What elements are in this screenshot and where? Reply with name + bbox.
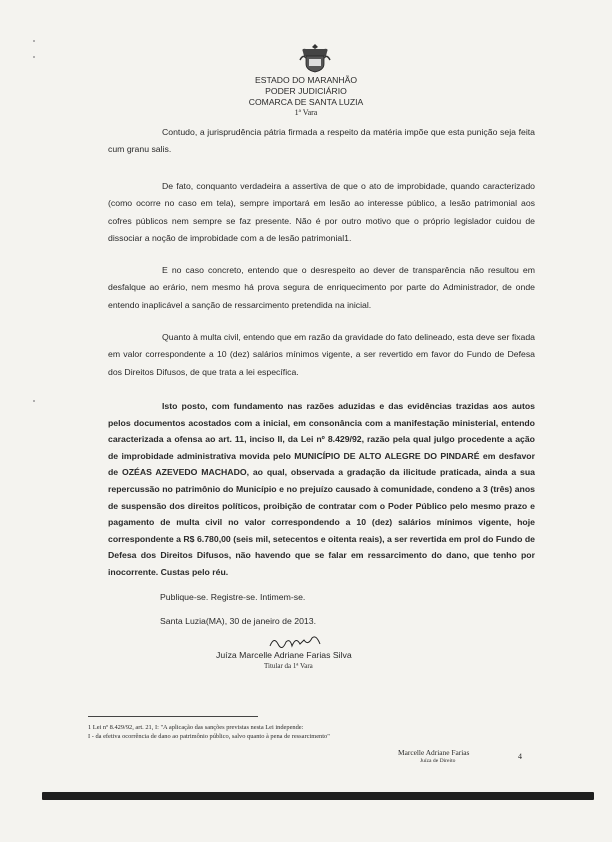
rubric-title: Juíza de Direito: [420, 758, 456, 764]
footnote-line-1: 1 Lei nº 8.429/92, art. 21, I: "A aplicação das sanções previstas nesta Lei independe:: [88, 724, 304, 731]
margin-dot: [33, 56, 35, 58]
paragraph-improbity: De fato, conquanto verdadeira a assertiva de que o ato de improbidade, quando caracterizado (como ocorre no caso em tela), sempre importará em lesão ao interesse público, a lesão patrimonial aos cofres públicos nem sempre se faz presente. Não é por outro motivo que o próprio legislador cuidou de dissociar a noção de improbidade com a de lesão patrimonial1.: [108, 181, 535, 244]
coat-of-arms-icon: [297, 42, 333, 74]
rubric-name: Marcelle Adriane Farias: [398, 748, 470, 757]
header-judiciary: PODER JUDICIÁRIO: [265, 86, 347, 96]
judge-title: Titular da 1ª Vara: [264, 662, 313, 670]
footnote-line-2: I - da efetiva ocorrência de dano ao patrimônio público, salvo quanto à pena de ressarcimento": [88, 733, 330, 740]
margin-dot: [33, 40, 35, 42]
margin-dot: [33, 400, 35, 402]
paragraph-concrete-case: E no caso concreto, entendo que o desrespeito ao dever de transparência não resultou em desfalque ao erário, nem mesmo há prova segura de enriquecimento por parte do Administrador, de onde entendo inaplicável a sanção de ressarcimento pretendida na inicial.: [108, 265, 535, 310]
judge-name: Juíza Marcelle Adriane Farias Silva: [216, 650, 352, 660]
page-number: 4: [518, 752, 522, 761]
paragraph-jurisprudence: Contudo, a jurisprudência pátria firmada a respeito da matéria impõe que esta punição seja feita cum granu salis.: [108, 127, 535, 155]
footnote-divider: [88, 716, 258, 717]
place-date: Santa Luzia(MA), 30 de janeiro de 2013.: [160, 616, 316, 626]
paragraph-ruling: Isto posto, com fundamento nas razões aduzidas e das evidências trazidas aos autos pelos documentos acostados com a inicial, em consonância com a manifestação ministerial, entendo caracterizada a ofensa ao art. 11, inciso II, da Lei nº 8.429/92, razão pela qual julgo procedente a ação de improbidade administrativa movida pelo MUNICÍPIO DE ALTO ALEGRE DO PINDARÉ em desfavor de OZÉAS AZEVEDO MACHADO, ao qual, observada a gradação da ilicitude praticada, ainda a sua repercussão no patrimônio do Município e no prejuízo causado à comunidade, condeno a 3 (três) anos de suspensão dos direitos políticos, proibição de contratar com o Poder Público pelo mesmo prazo e pagamento de multa civil no valor correspondendo a 10 (dez) salários mínimos vigente, hoje correspondente a R$ 6.780,00 (seis mil, setecentos e oitenta reais), a ser revertida em prol do Fundo de Defesa dos Direitos Difusos, não havendo que se falar em ressarcimento do dano, que tenho por inocorrente. Custas pelo réu.: [108, 401, 535, 577]
paragraph-civil-fine: Quanto à multa civil, entendo que em razão da gravidade do fato delineado, esta deve ser fixada em valor correspondente a 10 (dez) salários mínimos vigente, a ser revertido em favor do Fundo de Defesa dos Direitos Difusos, de que trata a lei específica.: [108, 332, 535, 377]
header-state: ESTADO DO MARANHÃO: [254, 75, 358, 85]
scan-edge-bar: [42, 792, 594, 800]
header-district: COMARCA DE SANTA LUZIA: [248, 97, 364, 107]
header-court: 1ª Vara: [294, 108, 318, 117]
publish-line: Publique-se. Registre-se. Intimem-se.: [160, 592, 306, 602]
